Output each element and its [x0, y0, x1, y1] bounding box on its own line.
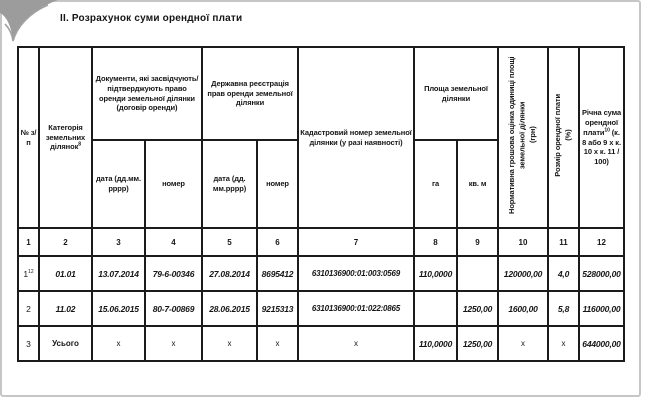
cell-x: х: [92, 326, 145, 361]
cell-valuation: 1600,00: [498, 291, 548, 326]
colnum: 8: [414, 228, 457, 256]
table-row: [18, 291, 624, 326]
cell-valuation: 120000,00: [498, 256, 548, 291]
cell-cadastral: 6310136900:01:022:0865: [298, 291, 414, 326]
cell-x: х: [202, 326, 257, 361]
cell-x: х: [257, 326, 298, 361]
table-row: [18, 256, 624, 291]
col-header-rent-rate: Розмір орендної плати (%): [548, 47, 579, 228]
cell-reg-number: 9215313: [257, 291, 298, 326]
section-title: ІІ. Розрахунок суми орендної плати: [60, 13, 243, 24]
col-header-number: № з/п: [18, 47, 39, 228]
colnum: 5: [202, 228, 257, 256]
col-header-documents: Документи, які засвідчують/ підтверджують право оренди земельної ділянки (договір оренди): [92, 47, 202, 140]
cell-rate: 4,0: [548, 256, 579, 291]
cell-x: х: [298, 326, 414, 361]
cell-annual-rent: 116000,00: [579, 291, 624, 326]
col-header-land-area: Площа земельної ділянки: [414, 47, 498, 140]
subheader-number-1: номер: [145, 140, 202, 228]
colnum: 3: [92, 228, 145, 256]
total-row: [18, 326, 624, 361]
colnum: 9: [457, 228, 498, 256]
subheader-number-2: номер: [257, 140, 298, 228]
cell-area-ha-total: 110,0000: [414, 326, 457, 361]
colnum: 1: [18, 228, 39, 256]
footnote-10: 10: [604, 127, 610, 134]
rent-calculation-table: [17, 46, 625, 362]
colnum: 2: [39, 228, 92, 256]
cell-x: х: [498, 326, 548, 361]
subheader-square-meters: кв. м: [457, 140, 498, 228]
subheader-date-2: дата (дд. мм.рррр): [202, 140, 257, 228]
col-header-state-registration: Державна реєстрація прав оренди земельної ділянки: [202, 47, 298, 140]
total-label: Усього: [39, 326, 92, 361]
cell-x: х: [145, 326, 202, 361]
cell-category: 11.02: [39, 291, 92, 326]
footnote-12: 12: [28, 268, 34, 275]
cell-area-sqm: 1250,00: [457, 291, 498, 326]
row-number: 3: [18, 326, 39, 361]
cell-annual-rent: 528000,00: [579, 256, 624, 291]
colnum: 6: [257, 228, 298, 256]
cell-reg-number: 8695412: [257, 256, 298, 291]
cell-doc-date: 13.07.2014: [92, 256, 145, 291]
cell-category: 01.01: [39, 256, 92, 291]
column-numbers-row: [18, 228, 624, 256]
colnum: 7: [298, 228, 414, 256]
row-number: 2: [18, 291, 39, 326]
colnum: 11: [548, 228, 579, 256]
row-number: $1^{12}$: [18, 256, 39, 291]
cell-rate: 5,8: [548, 291, 579, 326]
col-header-category: Категорія земельних ділянок$^8$: [39, 47, 92, 228]
cell-cadastral: 6310136900:01:003:0569: [298, 256, 414, 291]
cell-doc-number: 80-7-00869: [145, 291, 202, 326]
cell-x: х: [548, 326, 579, 361]
page-curl-icon: [0, 0, 64, 52]
cell-area-sqm-total: 1250,00: [457, 326, 498, 361]
colnum: 10: [498, 228, 548, 256]
header-row-1: [18, 47, 624, 140]
cell-doc-date: 15.06.2015: [92, 291, 145, 326]
col-header-annual-rent: Річна сума орендної плати$^{10}$ (к. 8 або 9 х к. 10 х к. 11 / 100): [579, 47, 624, 228]
subheader-date-1: дата (дд.мм. рррр): [92, 140, 145, 228]
cell-area-ha: 110,0000: [414, 256, 457, 291]
colnum: 12: [579, 228, 624, 256]
colnum: 4: [145, 228, 202, 256]
cell-reg-date: 28.06.2015: [202, 291, 257, 326]
cell-reg-date: 27.08.2014: [202, 256, 257, 291]
cell-area-ha: [414, 291, 457, 326]
cell-doc-number: 79-6-00346: [145, 256, 202, 291]
cell-area-sqm: [457, 256, 498, 291]
footnote-8: 8: [78, 141, 81, 148]
col-header-cadastral-number: Кадастровий номер земельної ділянки (у разі наявності): [298, 47, 414, 228]
col-header-normative-valuation: Нормативна грошова оцінка одиниці площі земельної ділянки (грн): [498, 47, 548, 228]
subheader-hectares: га: [414, 140, 457, 228]
cell-annual-rent-total: 644000,00: [579, 326, 624, 361]
